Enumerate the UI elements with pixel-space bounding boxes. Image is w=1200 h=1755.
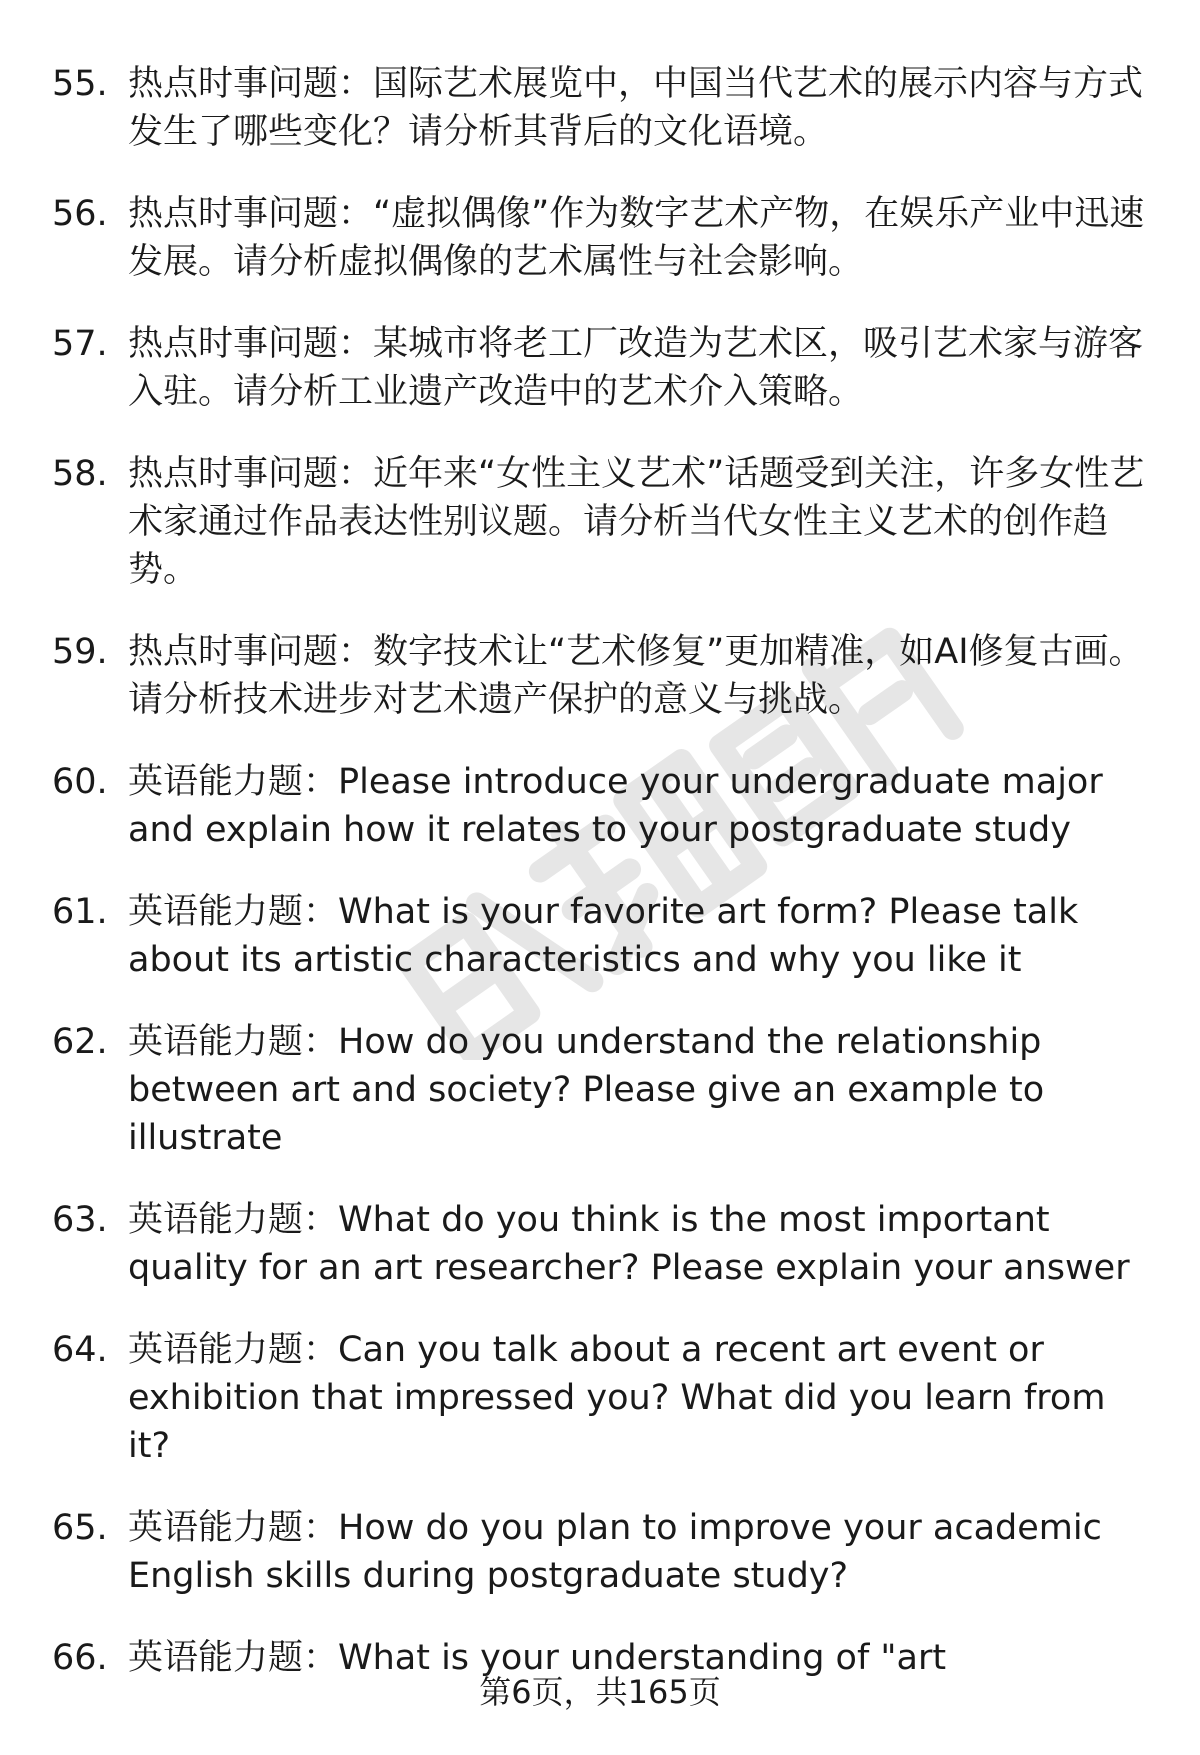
question-text: 热点时事问题：“虚拟偶像”作为数字艺术产物，在娱乐产业中迅速发展。请分析虚拟偶像的艺术属性与社会影响。: [128, 194, 1145, 282]
question-text: 英语能力题：What is your favorite art form? Please talk about its artistic characteristics and why you like it: [128, 892, 1079, 980]
question-list: [0, 60, 1200, 1716]
question-item: [0, 450, 1200, 594]
question-item: [0, 190, 1200, 286]
question-number: 62.: [52, 1022, 108, 1062]
question-text: 英语能力题：What do you think is the most important quality for an art researcher? Please explain your answer: [128, 1200, 1130, 1288]
question-number: 60.: [52, 762, 108, 802]
question-item: [0, 320, 1200, 416]
question-number: 57.: [52, 324, 108, 364]
question-text: 热点时事问题：某城市将老工厂改造为艺术区，吸引艺术家与游客入驻。请分析工业遗产改造中的艺术介入策略。: [128, 324, 1144, 412]
question-number: 64.: [52, 1330, 108, 1370]
page-number-label: 第6页，共165页: [479, 1673, 721, 1711]
question-number: 56.: [52, 194, 108, 234]
question-item: [0, 60, 1200, 156]
question-number: 65.: [52, 1508, 108, 1548]
question-text: 英语能力题：Please introduce your undergraduate major and explain how it relates to your postgraduate study: [128, 762, 1103, 850]
question-number: 63.: [52, 1200, 108, 1240]
question-text: 英语能力题：How do you plan to improve your academic English skills during postgraduate study?: [128, 1508, 1102, 1596]
question-item: [0, 1018, 1200, 1162]
question-item: [0, 1504, 1200, 1600]
question-number: 58.: [52, 454, 108, 494]
question-number: 59.: [52, 632, 108, 672]
question-number: 61.: [52, 892, 108, 932]
question-item: [0, 1326, 1200, 1470]
question-text: 热点时事问题：近年来“女性主义艺术”话题受到关注，许多女性艺术家通过作品表达性别议题。请分析当代女性主义艺术的创作趋势。: [128, 454, 1145, 590]
question-text: 英语能力题：What is your understanding of "art: [128, 1638, 947, 1678]
question-text: 英语能力题：How do you understand the relationship between art and society? Please give an example to illustrate: [128, 1022, 1045, 1158]
page-footer: [0, 1668, 1200, 1716]
question-item: [0, 1196, 1200, 1292]
question-number: 55.: [52, 64, 108, 104]
question-number: 66.: [52, 1638, 108, 1678]
question-text: 热点时事问题：数字技术让“艺术修复”更加精准，如AI修复古画。请分析技术进步对艺术遗产保护的意义与挑战。: [128, 632, 1144, 720]
question-item: [0, 888, 1200, 984]
question-item: [0, 758, 1200, 854]
question-text: 英语能力题：Can you talk about a recent art event or exhibition that impressed you? What did you learn from it?: [128, 1330, 1106, 1466]
question-text: 热点时事问题：国际艺术展览中，中国当代艺术的展示内容与方式发生了哪些变化？请分析其背后的文化语境。: [128, 64, 1144, 152]
question-item: [0, 628, 1200, 724]
